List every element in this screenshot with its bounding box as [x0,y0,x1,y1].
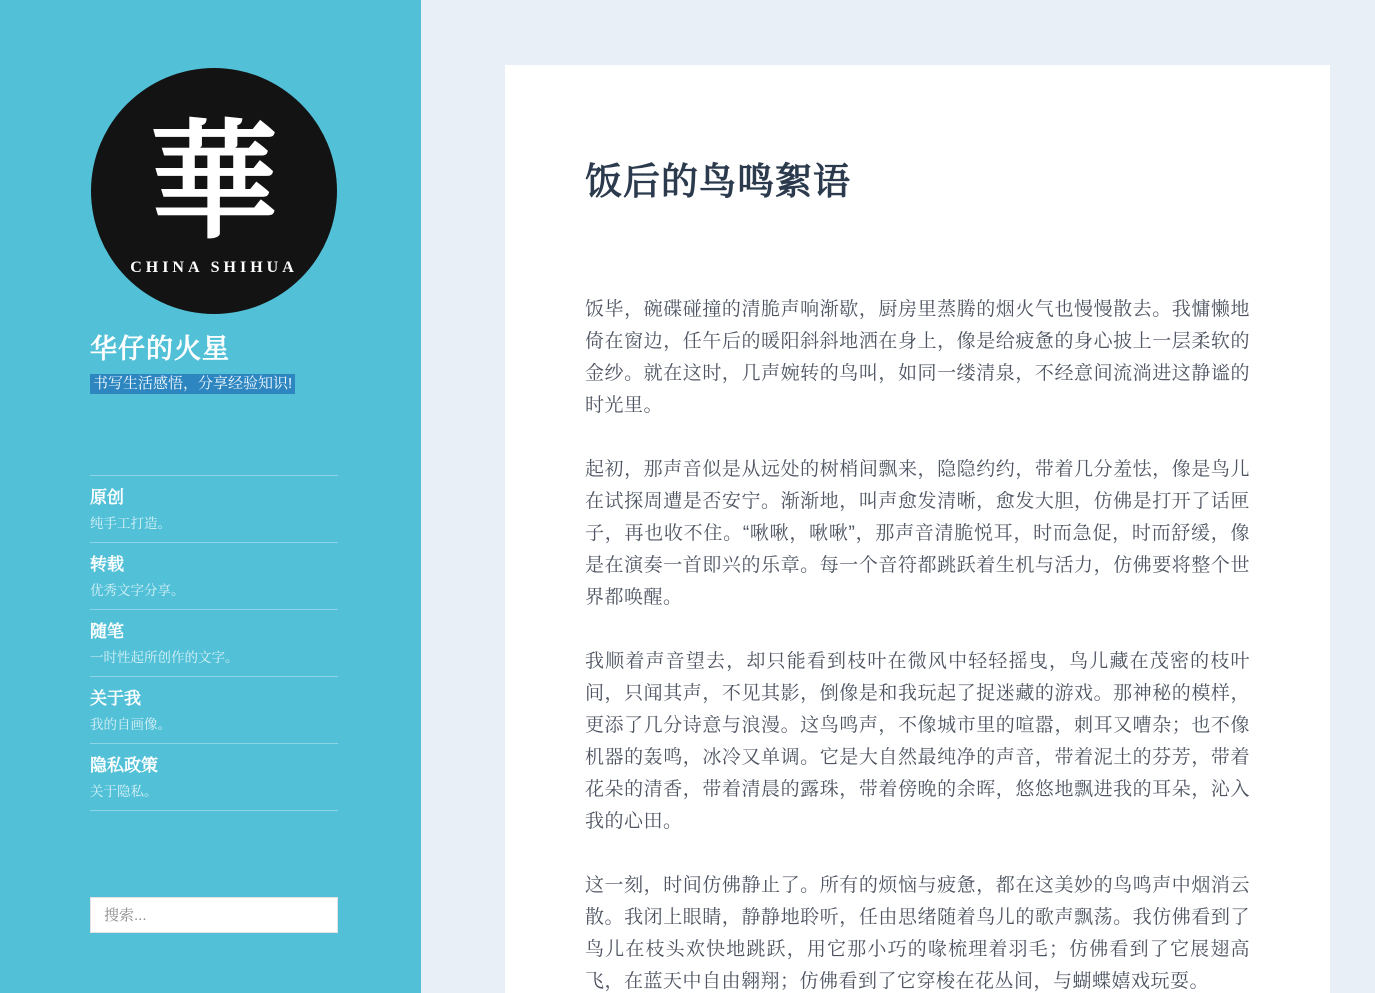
logo-hua-glyph-icon: 華 [149,111,278,254]
post-paragraph: 这一刻，时间仿佛静止了。所有的烦恼与疲惫，都在这美妙的鸟鸣声中烟消云散。我闭上眼睛，静静地聆听，任由思绪随着鸟儿的歌声飘荡。我仿佛看到了鸟儿在枝头欢快地跳跃，用它那小巧的喙梳理着羽毛；仿佛看到了它展翅高飞，在蓝天中自由翱翔；仿佛看到了它穿梭在花丛间，与蝴蝶嬉戏玩耍。 [585,875,1250,993]
post-paragraph: 我顺着声音望去，却只能看到枝叶在微风中轻轻摇曳，鸟儿藏在茂密的枝叶间，只闻其声，不见其影，倒像是和我玩起了捉迷藏的游戏。那神秘的模样，更添了几分诗意与浪漫。这鸟鸣声，不像城市里的喧嚣，刺耳又嘈杂；也不像机器的轰鸣，冰冷又单调。它是大自然最纯净的声音，带着泥土的芬芳，带着花朵的清香，带着清晨的露珠，带着傍晚的余晖，悠悠地飘进我的耳朵，沁入我的心田。 [585,651,1250,833]
sidebar-item-original[interactable] [90,475,338,542]
sidebar-item-about-me[interactable] [90,676,338,743]
site-logo[interactable] [90,68,338,314]
menu-item-description: 一时性起所创作的文字。 [90,650,239,665]
menu-item-description: 优秀文字分享。 [90,583,185,598]
menu-item-label[interactable]: 随笔 [90,622,124,641]
menu-item-label[interactable]: 转载 [90,555,124,574]
main-area [421,0,1375,993]
menu-item-description: 关于隐私。 [90,784,158,799]
menu-item-label[interactable]: 关于我 [90,689,141,708]
sidebar [0,0,421,993]
sidebar-item-privacy-policy[interactable] [90,743,338,811]
menu-item-label[interactable]: 原创 [90,488,124,507]
post-card [505,65,1330,993]
post-title: 饭后的鸟鸣絮语 [585,161,851,202]
search-input[interactable] [90,897,338,933]
menu-item-description: 我的自画像。 [90,717,171,732]
site-tagline [90,373,338,395]
site-tagline-highlight: 书写生活感悟，分享经验知识! [90,374,295,394]
site-title[interactable]: 华仔的火星 [90,334,230,364]
sidebar-item-repost[interactable] [90,542,338,609]
menu-item-label[interactable]: 隐私政策 [90,756,158,775]
logo-circle [91,68,337,314]
sidebar-item-essay[interactable] [90,609,338,676]
post-paragraph: 起初，那声音似是从远处的树梢间飘来，隐隐约约，带着几分羞怯，像是鸟儿在试探周遭是否安宁。渐渐地，叫声愈发清晰，愈发大胆，仿佛是打开了话匣子，再也收不住。“啾啾，啾啾”，那声音清脆悦耳，时而急促，时而舒缓，像是在演奏一首即兴的乐章。每一个音符都跳跃着生机与活力，仿佛要将整个世界都唤醒。 [585,459,1250,609]
post-body [585,294,1250,993]
search-box [90,897,338,933]
sidebar-menu [90,475,338,811]
post-paragraph: 饭毕，碗碟碰撞的清脆声响渐歇，厨房里蒸腾的烟火气也慢慢散去。我慵懒地倚在窗边，任午后的暖阳斜斜地洒在身上，像是给疲惫的身心披上一层柔软的金纱。就在这时，几声婉转的鸟叫，如同一缕清泉，不经意间流淌进这静谧的时光里。 [585,299,1250,417]
logo-caption: CHINA SHIHUA [130,259,298,276]
menu-item-description: 纯手工打造。 [90,516,171,531]
